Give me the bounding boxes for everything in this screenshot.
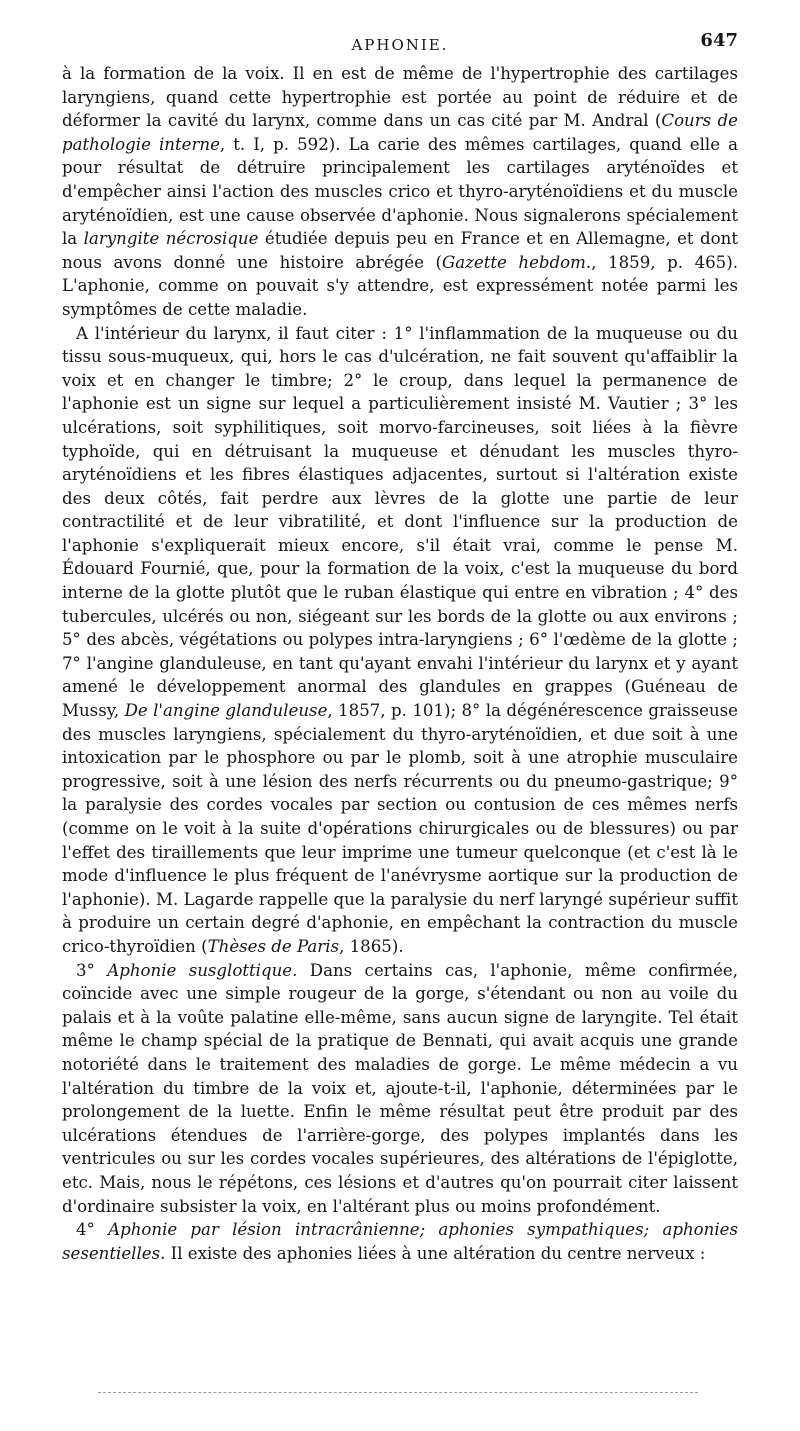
footer-rule — [98, 1392, 698, 1393]
text-run: , 1859, p. 465). L'aphonie, comme on pouvait s'y attendre, est expressément notée parmi les symptômes de cette maladie. — [62, 252, 738, 319]
italic-run: Cours de pathologie interne — [62, 111, 738, 154]
page-number: 647 — [700, 30, 738, 51]
text-run: étudiée depuis peu en France et en Allemagne, et dont nous avons donné une histoire abrégée ( — [62, 229, 739, 272]
text-run: , t. I, p. 592). La carie des mêmes cartilages, quand elle a pour résultat de détruire principalement les cartilages aryténoïdes et d'empêcher ainsi l'action des muscles crico et thyro-aryténoïdiens et du muscle aryténoïdien, est une cause observée d'aphonie. Nous signalerons spécialement la — [62, 134, 739, 249]
italic-run: Gazette hebdom. — [441, 252, 592, 272]
italic-run: De l'angine glanduleuse — [124, 701, 328, 721]
running-title: APHONIE. — [351, 36, 449, 54]
text-run: à la formation de la voix. Il en est de même de l'hypertrophie des cartilages laryngiens, quand cette hypertrophie est portée au point de réduire et de déformer la cavité du larynx, comme dans un cas cité par M. Andral ( — [62, 64, 738, 131]
paragraph-larynx-cartilages — [62, 62, 738, 322]
text-run: 3° — [76, 960, 108, 980]
paragraph-aphonie-susglottique — [62, 959, 738, 1219]
text-run: Il existe des aphonies liées à une altération du centre nerveux : — [165, 1243, 706, 1263]
paragraph-interior-larynx — [62, 322, 738, 959]
text-run: 4° — [76, 1220, 109, 1240]
body-text — [62, 62, 738, 1265]
text-run: A l'intérieur du larynx, il faut citer : 1° l'inflammation de la muqueuse ou du tissu sous-muqueux, qui, hors le cas d'ulcération, ne fait souvent qu'affaiblir la voix et en changer le timbre; 2° le croup, dans lequel la permanence de l'aphonie est un signe sur lequel a particulièrement insisté M. Vautier ; 3° les ulcérations, soit syphilitiques, soit morvo-farcineuses, soit liées à la fièvre typhoïde, qui en détruisant la muqueuse et dénudant les muscles thyro-aryténoïdiens et les fibres élastiques adjacentes, surtout si l'altération existe des deux côtés, fait perdre aux lèvres de la glotte une partie de leur contractilité et de leur vibratilité, et dont l'influence sur la production de l'aphonie s'expliquerait mieux encore, s'il était vrai, comme le pense M. Édouard Fournié, que, pour la formation de la voix, c'est la muqueuse du bord interne de la glotte plutôt que le ruban élastique qui entre en vibration ; 4° des tubercules, ulcérés ou non, siégeant sur les bords de la glotte ou aux environs ; 5° des abcès, végétations ou polypes intra-laryngiens ; 6° l'œdème de la glotte ; 7° l'angine glanduleuse, en tant qu'ayant envahi l'intérieur du larynx et y ayant amené le développement anormal des glandules en grappes (Guéneau de Mussy, — [62, 323, 738, 721]
page-header — [62, 30, 738, 58]
italic-run: laryngite nécrosique — [83, 229, 259, 249]
text-run: , 1865). — [339, 936, 404, 956]
italic-run: Aphonie susglottique. — [107, 960, 298, 980]
paragraph-aphonie-intracranienne — [62, 1218, 738, 1265]
italic-run: Aphonie par lésion intracrânienne; aphonies sympathiques; aphonies sesentielles. — [62, 1220, 738, 1263]
italic-run: Thèses de Paris — [207, 936, 340, 956]
text-run: , 1857, p. 101); 8° la dégénérescence graisseuse des muscles laryngiens, spécialement du thyro-aryténoïdien, et due soit à une intoxication par le phosphore ou par le plomb, soit à une atrophie musculaire progressive, soit à une lésion des nerfs récurrents ou du pneumo-gastrique; 9° la paralysie des cordes vocales par section ou contusion de ces mêmes nerfs (comme on le voit à la suite d'opérations chirurgicales ou de blessures) ou par l'effet des tiraillements que leur imprime une tumeur quelconque (et c'est là le mode d'influence le plus fréquent de l'anévrysme aortique sur la production de l'aphonie). M. Lagarde rappelle que la paralysie du nerf laryngé supérieur suffit à produire un certain degré d'aphonie, en empêchant la contraction du muscle crico-thyroïdien ( — [62, 701, 739, 956]
text-run: Dans certains cas, l'aphonie, même confirmée, coïncide avec une simple rougeur de la gorge, s'étendant ou non au voile du palais et à la voûte palatine elle-même, sans aucun signe de laryngite. Tel était même le champ spécial de la pratique de Bennati, qui avait acquis une grande notoriété dans le traitement des maladies de gorge. Le même médecin a vu l'altération du timbre de la voix et, ajoute-t-il, l'aphonie, déterminées par le prolongement de la luette. Enfin le même résultat peut être produit par des ulcérations étendues de l'arrière-gorge, des polypes implantés dans les ventricules ou sur les cordes vocales supérieures, des altérations de l'épiglotte, etc. Mais, nous le répétons, ces lésions et d'autres qu'on pourrait citer laissent d'ordinaire subsister la voix, en l'altérant plus ou moins profondément. — [62, 960, 738, 1216]
